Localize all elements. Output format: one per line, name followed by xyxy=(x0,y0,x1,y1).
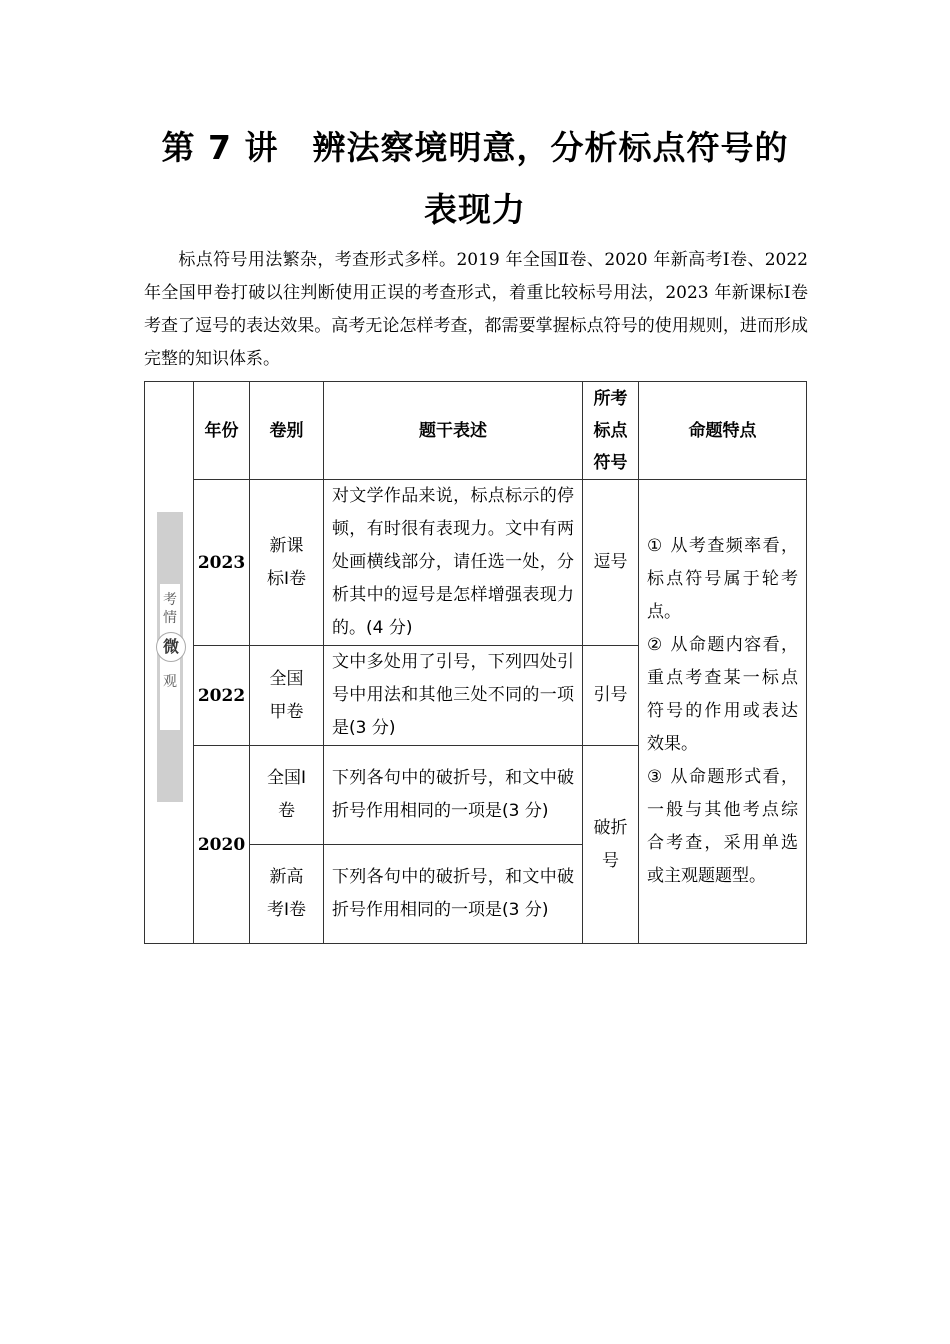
badge-char-1: 考 xyxy=(163,592,177,608)
row-stem: 下列各句中的破折号，和文中破折号作用相同的一项是(3 分) xyxy=(324,845,583,944)
table-row xyxy=(145,480,807,646)
header-stem: 题干表述 xyxy=(324,382,583,480)
kaoqing-weiguan-badge xyxy=(157,512,183,802)
row-stem: 文中多处用了引号，下列四处引号中用法和其他三处不同的一项是(3 分) xyxy=(324,646,583,746)
feature-item-3: ③ 从命题形式看，一般与其他考点综合考查，采用单选或主观题题型。 xyxy=(647,767,798,886)
page-title-line-1: 第 7 讲 辨法察境明意，分析标点符号的 xyxy=(161,128,789,167)
side-badge-cell xyxy=(145,382,194,944)
row-year: 2023 xyxy=(194,480,250,646)
row-paper: 新高考Ⅰ卷 xyxy=(250,845,324,944)
row-mark: 逗号 xyxy=(583,480,639,646)
row-mark: 引号 xyxy=(583,646,639,746)
row-year: 2022 xyxy=(194,646,250,746)
intro-paragraph xyxy=(144,244,808,376)
row-stem: 下列各句中的破折号，和文中破折号作用相同的一项是(3 分) xyxy=(324,746,583,845)
badge-char-3-circle: 微 xyxy=(156,632,186,662)
badge-char-2: 情 xyxy=(163,610,177,626)
row-paper: 新课标Ⅰ卷 xyxy=(250,480,324,646)
table-header-row xyxy=(145,382,807,480)
header-year: 年份 xyxy=(194,382,250,480)
row-paper: 全国甲卷 xyxy=(250,646,324,746)
header-mark: 所考标点符号 xyxy=(583,382,639,480)
feature-item-1: ① 从考查频率看，标点符号属于轮考点。 xyxy=(647,536,798,622)
header-paper: 卷别 xyxy=(250,382,324,480)
header-feature: 命题特点 xyxy=(639,382,807,480)
row-year: 2020 xyxy=(194,746,250,944)
row-paper: 全国Ⅰ卷 xyxy=(250,746,324,845)
page-title-line-2: 表现力 xyxy=(424,190,526,229)
feature-cell xyxy=(639,480,807,944)
badge-inner xyxy=(160,584,180,730)
row-stem: 对文学作品来说，标点标示的停顿，有时很有表现力。文中有两处画横线部分，请任选一处，分析其中的逗号是怎样增强表现力的。(4 分) xyxy=(324,480,583,646)
row-mark: 破折号 xyxy=(583,746,639,944)
badge-char-4: 观 xyxy=(163,674,177,690)
intro-text: 标点符号用法繁杂，考查形式多样。2019 年全国Ⅱ卷、2020 年新高考Ⅰ卷、2022 年全国甲卷打破以往判断使用正误的考查形式，着重比较标号用法，2023 年新课标Ⅰ卷考查了逗号的表达效果。高考无论怎样考查，都需要掌握标点符号的使用规则，进而形成完整的知识体系。 xyxy=(144,250,808,369)
feature-item-2: ② 从命题内容看，重点考查某一标点符号的作用或表达效果。 xyxy=(647,635,798,754)
exam-table xyxy=(144,381,807,944)
